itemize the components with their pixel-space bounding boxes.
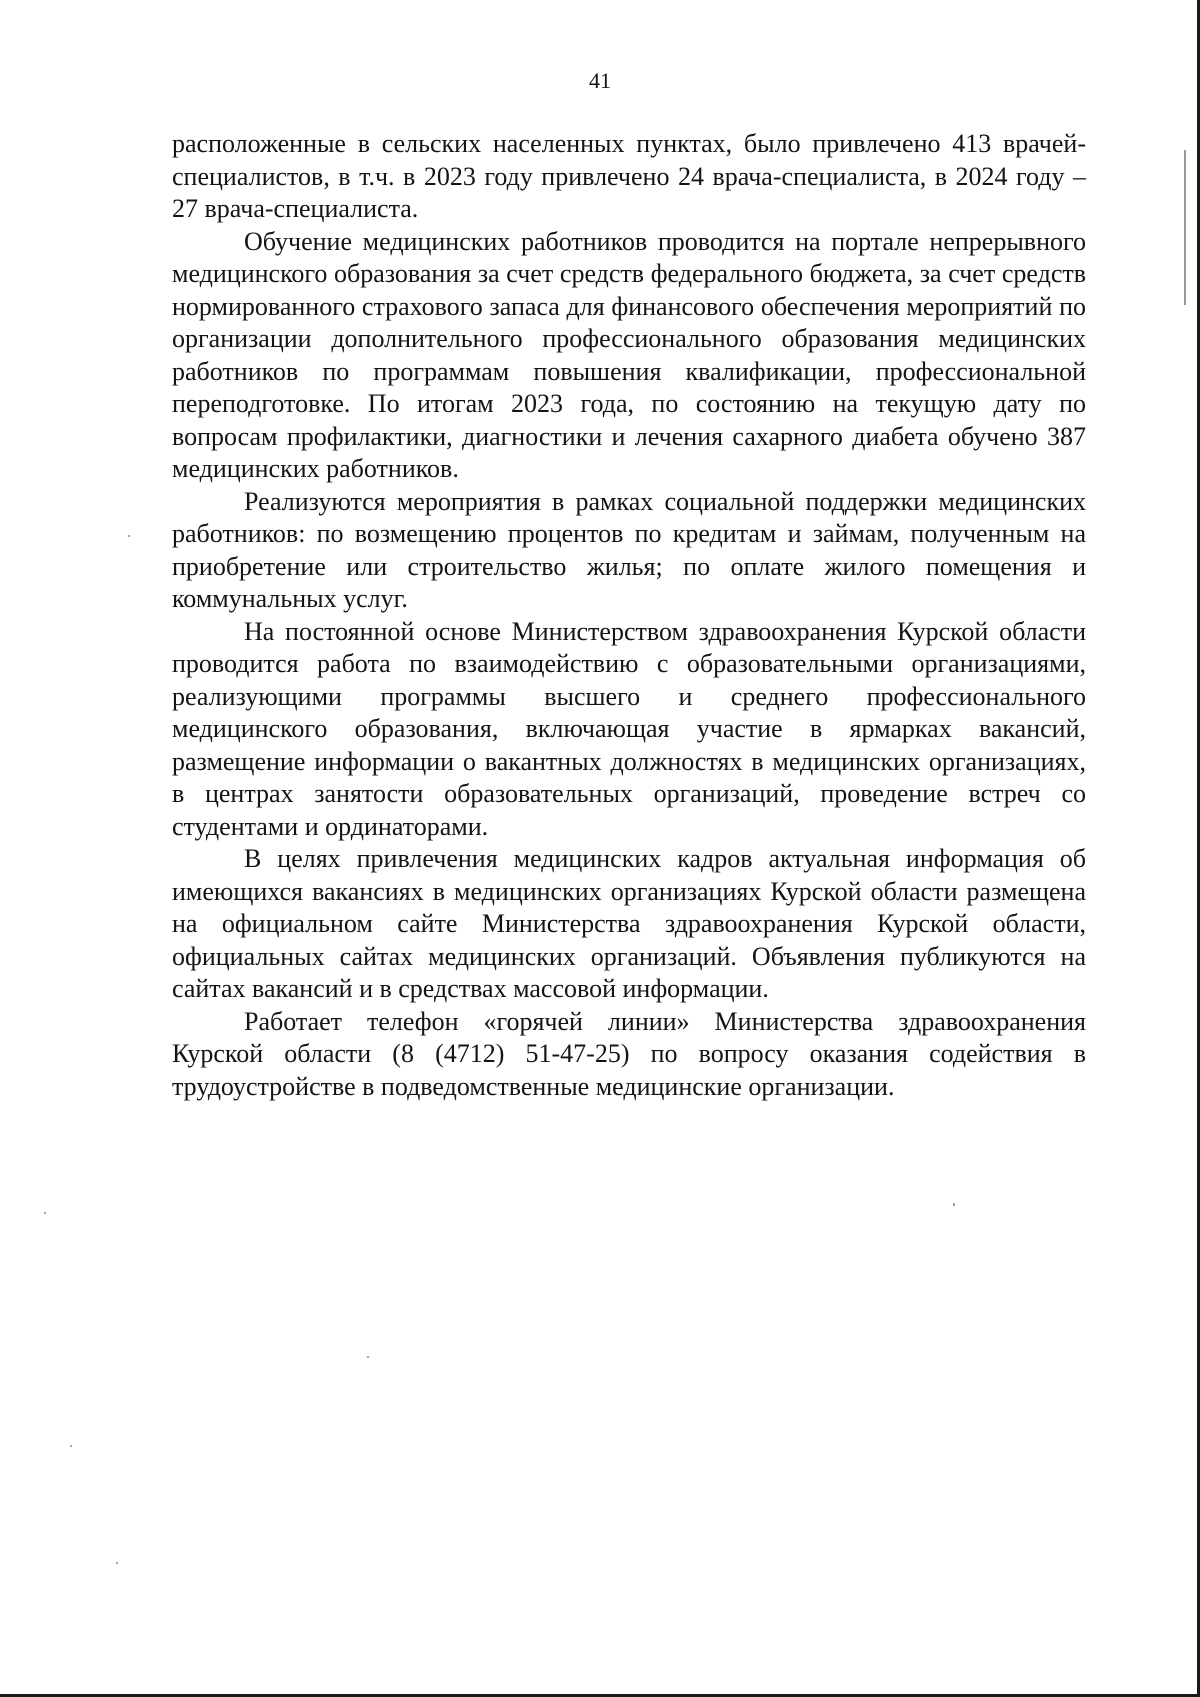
paragraph-social-support: Реализуются мероприятия в рамках социальной поддержки медицинских работников: по возмещению процентов по кредитам и займам, полученным на приобретение или строительство жилья; по оплате жилого помещения и коммунальных услуг. [172, 486, 1086, 613]
paragraph-vacancies: В целях привлечения медицинских кадров актуальная информация об имеющихся вакансиях в медицинских организациях Курской области размещена на официальном сайте Министерства здравоохранения Курской области, официальных сайтах медицинских организаций. Объявления публикуются на сайтах вакансий и в средствах массовой информации. [172, 844, 1086, 1003]
scan-speck [128, 535, 130, 537]
paragraph-hotline: Работает телефон «горячей линии» Министерства здравоохранения Курской области (8 (4712) 51-47-25) по вопросу оказания содействия в трудоустройстве в подведомственные медицинские организации. [172, 1006, 1086, 1101]
paragraph-training: Обучение медицинских работников проводится на портале непрерывного медицинского образования за счет средств федерального бюджета, за счет средств нормированного страхового запаса для финансового обеспечения мероприятий по организации дополнительного профессионального образования медицинских работников по программам повышения квалификации, профессиональной переподготовке. По итогам 2023 года, по состоянию на текущую дату по вопросам профилактики, диагностики и лечения сахарного диабета обучено 387 медицинских работников. [172, 226, 1086, 483]
scan-speck [367, 1356, 369, 1358]
scan-mark-right [1184, 150, 1186, 305]
document-body [172, 128, 1086, 1103]
scan-speck [70, 1445, 72, 1447]
paragraph-continuation: расположенные в сельских населенных пунктах, было привлечено 413 врачей-специалистов, в т.ч. в 2023 году привлечено 24 врача-специалиста, в 2024 году – 27 врача-специалиста. [172, 129, 1086, 223]
page-number: 41 [589, 68, 611, 93]
scan-speck [44, 1212, 46, 1214]
scan-speck [116, 1562, 118, 1564]
paragraph-education-cooperation: На постоянной основе Министерством здравоохранения Курской области проводится работа по взаимодействию с образовательными организациями, реализующими программы высшего и среднего профессионального медицинского образования, включающая участие в ярмарках вакансий, размещение информации о вакантных должностях в медицинских организациях, в центрах занятости образовательных организаций, проведение встреч со студентами и ординаторами. [172, 616, 1086, 841]
scan-speck [953, 1203, 955, 1206]
